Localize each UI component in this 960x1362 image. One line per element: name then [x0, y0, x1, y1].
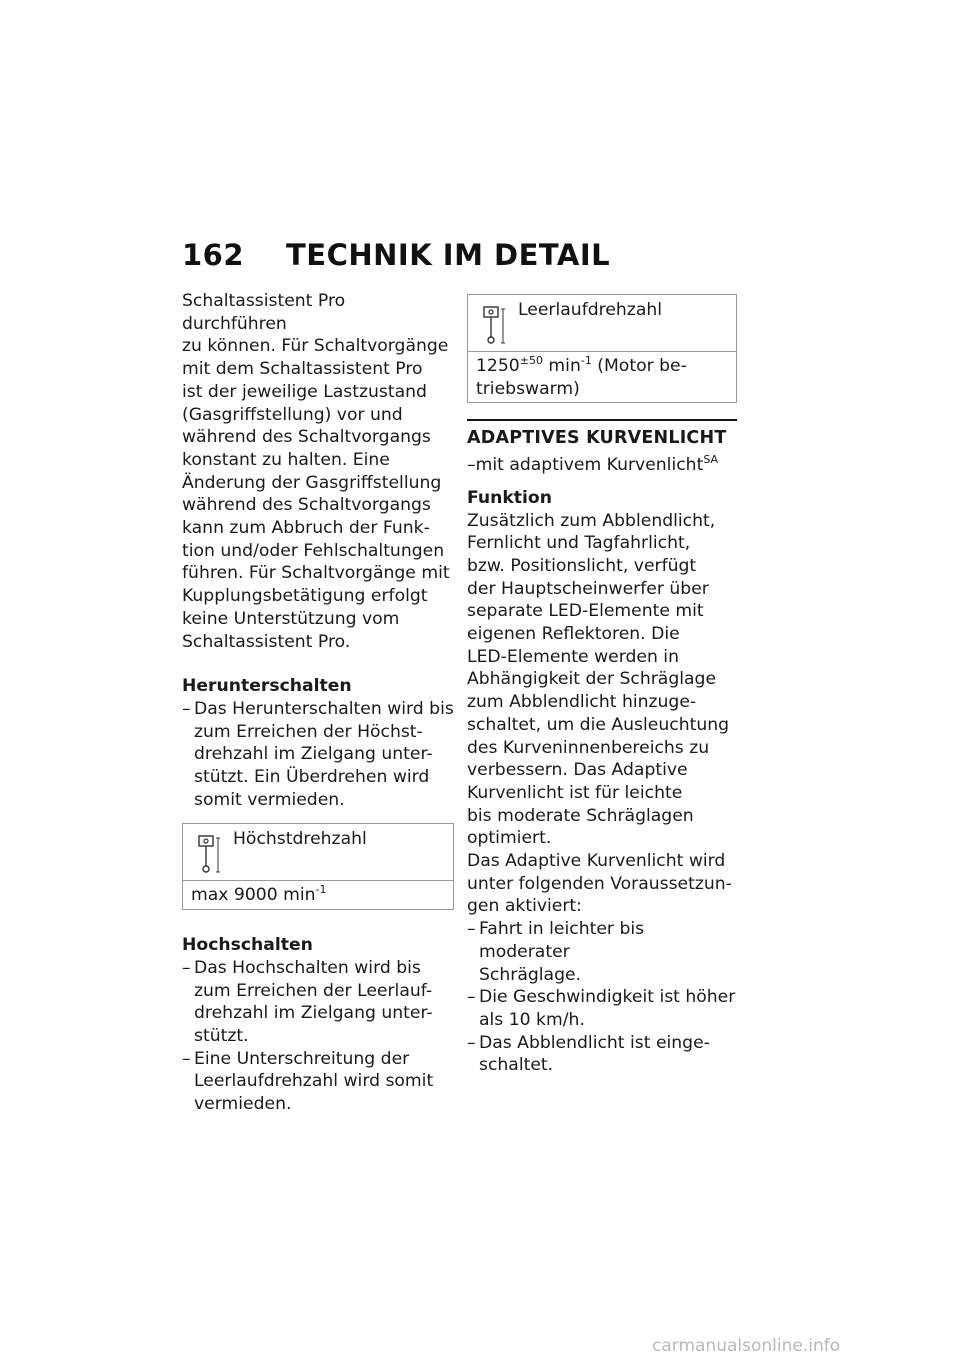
section-title: ADAPTIVES KURVENLICHT: [467, 428, 727, 449]
engine-piston-icon: [197, 834, 223, 874]
list-item: – Das Abblendlicht ist einge- schaltet.: [467, 1032, 737, 1077]
spec-label: Höchstdrehzahl: [233, 829, 367, 850]
heading-herunterschalten: Herunterschalten: [182, 676, 352, 697]
page-header: [182, 238, 610, 278]
function-paragraph: Zusätzlich zum Abblendlicht, Fernlicht und Tagfahrlicht, bzw. Positionslicht, verfügt der Hauptscheinwerfer über separate LED-Elemente mit eigenen Reflektoren. Die LED-Elemente werden in Abhängigkeit der Schräglage zum Abblendlicht hinzuge- schaltet, um die Ausleuchtung des Kurveninnenbereichs zu verbessern. Das Adaptive Kurvenlicht ist für leichte bis moderate Schräglagen optimiert. Das Adaptive Kurvenlicht wird unter folgenden Voraussetzun- gen aktiviert:: [467, 510, 732, 917]
watermark: carmanualsonline.info: [652, 1336, 841, 1356]
spec-box-max-rpm: [182, 823, 454, 910]
right-column: [467, 290, 737, 1077]
heading-funktion: Funktion: [467, 487, 552, 508]
engine-piston-icon: [482, 305, 508, 345]
page-number: 162: [182, 238, 245, 272]
spec-label: Leerlaufdrehzahl: [518, 300, 663, 320]
left-column: [182, 290, 454, 1116]
page-title: TECHNIK IM DETAIL: [286, 238, 611, 272]
spec-value: $1250^{\pm 50}$ $\min^{-1}$ (Motor be- triebswarm): [476, 354, 687, 399]
list-item: – Fahrt in leichter bis moderater Schräglage.: [467, 918, 737, 986]
down-list: [182, 698, 454, 812]
section-rule: [467, 419, 737, 421]
list-item: – Eine Unterschreitung der Leerlaufdrehzahl wird somit vermieden.: [182, 1048, 454, 1116]
option-line: –mit adaptivem Kurvenlicht$^{SA}$: [467, 453, 719, 476]
list-item: – Das Hochschalten wird bis zum Erreichen der Leerlauf- drehzahl im Zielgang unter- stützt.: [182, 957, 454, 1048]
spec-box-idle-rpm: [467, 294, 737, 403]
list-item: – Das Herunterschalten wird bis zum Erreichen der Höchst- drehzahl im Zielgang unter- stützt. Ein Überdrehen wird somit vermieden.: [182, 698, 454, 812]
intro-paragraph: Schaltassistent Pro durchführen zu können. Für Schaltvorgänge mit dem Schaltassistent Pro ist der jeweilige Lastzustand (Gasgriffstellung) vor und während des Schaltvorgangs konstant zu halten. Eine Änderung der Gasgriffstellung während des Schaltvorgangs kann zum Abbruch der Funk- tion und/oder Fehlschaltungen führen. Für Schaltvorgänge mit Kupplungsbetätigung erfolgt keine Unterstützung vom Schaltassistent Pro.: [182, 291, 450, 652]
heading-hochschalten: Hochschalten: [182, 935, 313, 956]
list-item: – Die Geschwindigkeit ist höher als 10 km/h.: [467, 986, 737, 1031]
conditions-list: [467, 918, 737, 1077]
spec-value: max 9000 $\min^{-1}$: [191, 883, 327, 906]
up-list: [182, 957, 454, 1116]
